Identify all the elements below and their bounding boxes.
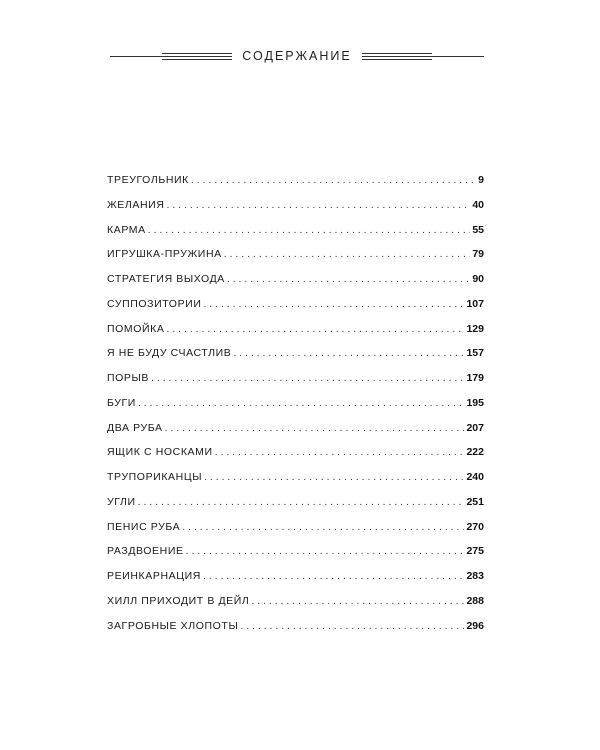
toc-entry-page: 195 [466, 396, 484, 409]
toc-entry-page: 55 [472, 223, 484, 236]
toc-entry [107, 397, 484, 422]
toc-entry-page: 40 [472, 198, 484, 211]
toc-entry-page: 9 [478, 174, 484, 186]
header-rule-left [110, 53, 232, 60]
toc-entry [107, 199, 484, 224]
toc-entry-title: ЖЕЛАНИЯ [107, 198, 165, 211]
toc-entry-page: 251 [466, 495, 484, 508]
toc-entry-page: 296 [466, 619, 484, 632]
toc-entry [107, 570, 484, 595]
toc-entry-title: СУППОЗИТОРИИ [107, 297, 202, 310]
toc-entry-page: 157 [466, 347, 484, 360]
page-title: СОДЕРЖАНИЕ [242, 49, 352, 63]
toc-entry [107, 323, 484, 348]
dot-leader [233, 347, 464, 359]
toc-entry-title: БУГИ [107, 396, 136, 409]
toc-entry-title: ЗАГРОБНЫЕ ХЛОПОТЫ [107, 619, 239, 632]
toc-entry-page: 270 [466, 520, 484, 533]
dot-leader [148, 224, 471, 236]
toc-entry-page: 288 [466, 594, 484, 607]
toc-entry-title: ПОРЫВ [107, 372, 150, 384]
toc-entry-page: 79 [472, 248, 484, 261]
toc-entry [107, 273, 484, 298]
dot-leader [167, 199, 471, 211]
toc-entry-page: 222 [466, 446, 484, 459]
dot-leader [240, 620, 464, 632]
toc-entry-title: ПЕНИС РУБА [107, 520, 181, 533]
toc-entry [107, 446, 484, 471]
dot-leader [165, 422, 465, 434]
toc-entry [107, 471, 484, 496]
toc-entry [107, 248, 484, 273]
toc-entry-title: ИГРУШКА-ПРУЖИНА [107, 248, 222, 261]
dot-leader [151, 372, 464, 384]
dot-leader [138, 397, 465, 409]
dot-leader [204, 471, 464, 483]
toc-entry [107, 224, 484, 249]
toc-entry-page: 207 [466, 421, 484, 434]
toc-entry [107, 595, 484, 620]
toc-entry-page: 240 [466, 471, 484, 483]
toc-entry [107, 422, 484, 447]
dot-leader [215, 446, 465, 458]
toc-entry [107, 545, 484, 570]
toc-entry-title: ЯЩИК С НОСКАМИ [107, 446, 213, 459]
dot-leader [138, 496, 465, 508]
toc-entry-title: ДВА РУБА [107, 421, 163, 434]
toc-entry [107, 521, 484, 546]
toc-entry-title: ТРЕУГОЛЬНИК [107, 174, 189, 186]
toc-entry-page: 179 [466, 372, 484, 384]
dot-leader [182, 521, 464, 533]
toc-entry-title: КАРМА [107, 223, 146, 236]
toc-entry-page: 129 [466, 322, 484, 335]
toc-entry-title: УГЛИ [107, 495, 136, 508]
toc-entry-title: РАЗДВОЕНИЕ [107, 545, 184, 558]
dot-leader [191, 174, 476, 186]
dot-leader [224, 248, 471, 260]
header-rule-right [362, 53, 484, 60]
toc-entry-title: ТРУПОРИКАНЦЫ [107, 471, 203, 483]
toc-entry [107, 620, 484, 645]
toc-entry-page: 90 [472, 273, 484, 285]
dot-leader [203, 298, 464, 310]
toc-entry-page: 275 [466, 545, 484, 558]
toc-entry [107, 174, 484, 199]
toc-entry-title: Я НЕ БУДУ СЧАСТЛИВ [107, 347, 232, 360]
toc-entry-title: ХИЛЛ ПРИХОДИТ В ДЕЙЛ [107, 594, 250, 607]
toc-entry-title: СТРАТЕГИЯ ВЫХОДА [107, 273, 225, 285]
dot-leader [203, 570, 465, 582]
toc-entry-page: 107 [466, 297, 484, 310]
dot-leader [186, 545, 465, 557]
dot-leader [227, 273, 470, 285]
toc-header [110, 44, 484, 68]
dot-leader [167, 323, 465, 335]
toc-entry-title: РЕИНКАРНАЦИЯ [107, 570, 201, 582]
toc-entry [107, 496, 484, 521]
dot-leader [251, 595, 464, 607]
toc-entry [107, 372, 484, 397]
toc-entry [107, 347, 484, 372]
table-of-contents [107, 174, 484, 644]
toc-entry-page: 283 [466, 570, 484, 582]
toc-entry [107, 298, 484, 323]
toc-entry-title: ПОМОЙКА [107, 322, 165, 335]
